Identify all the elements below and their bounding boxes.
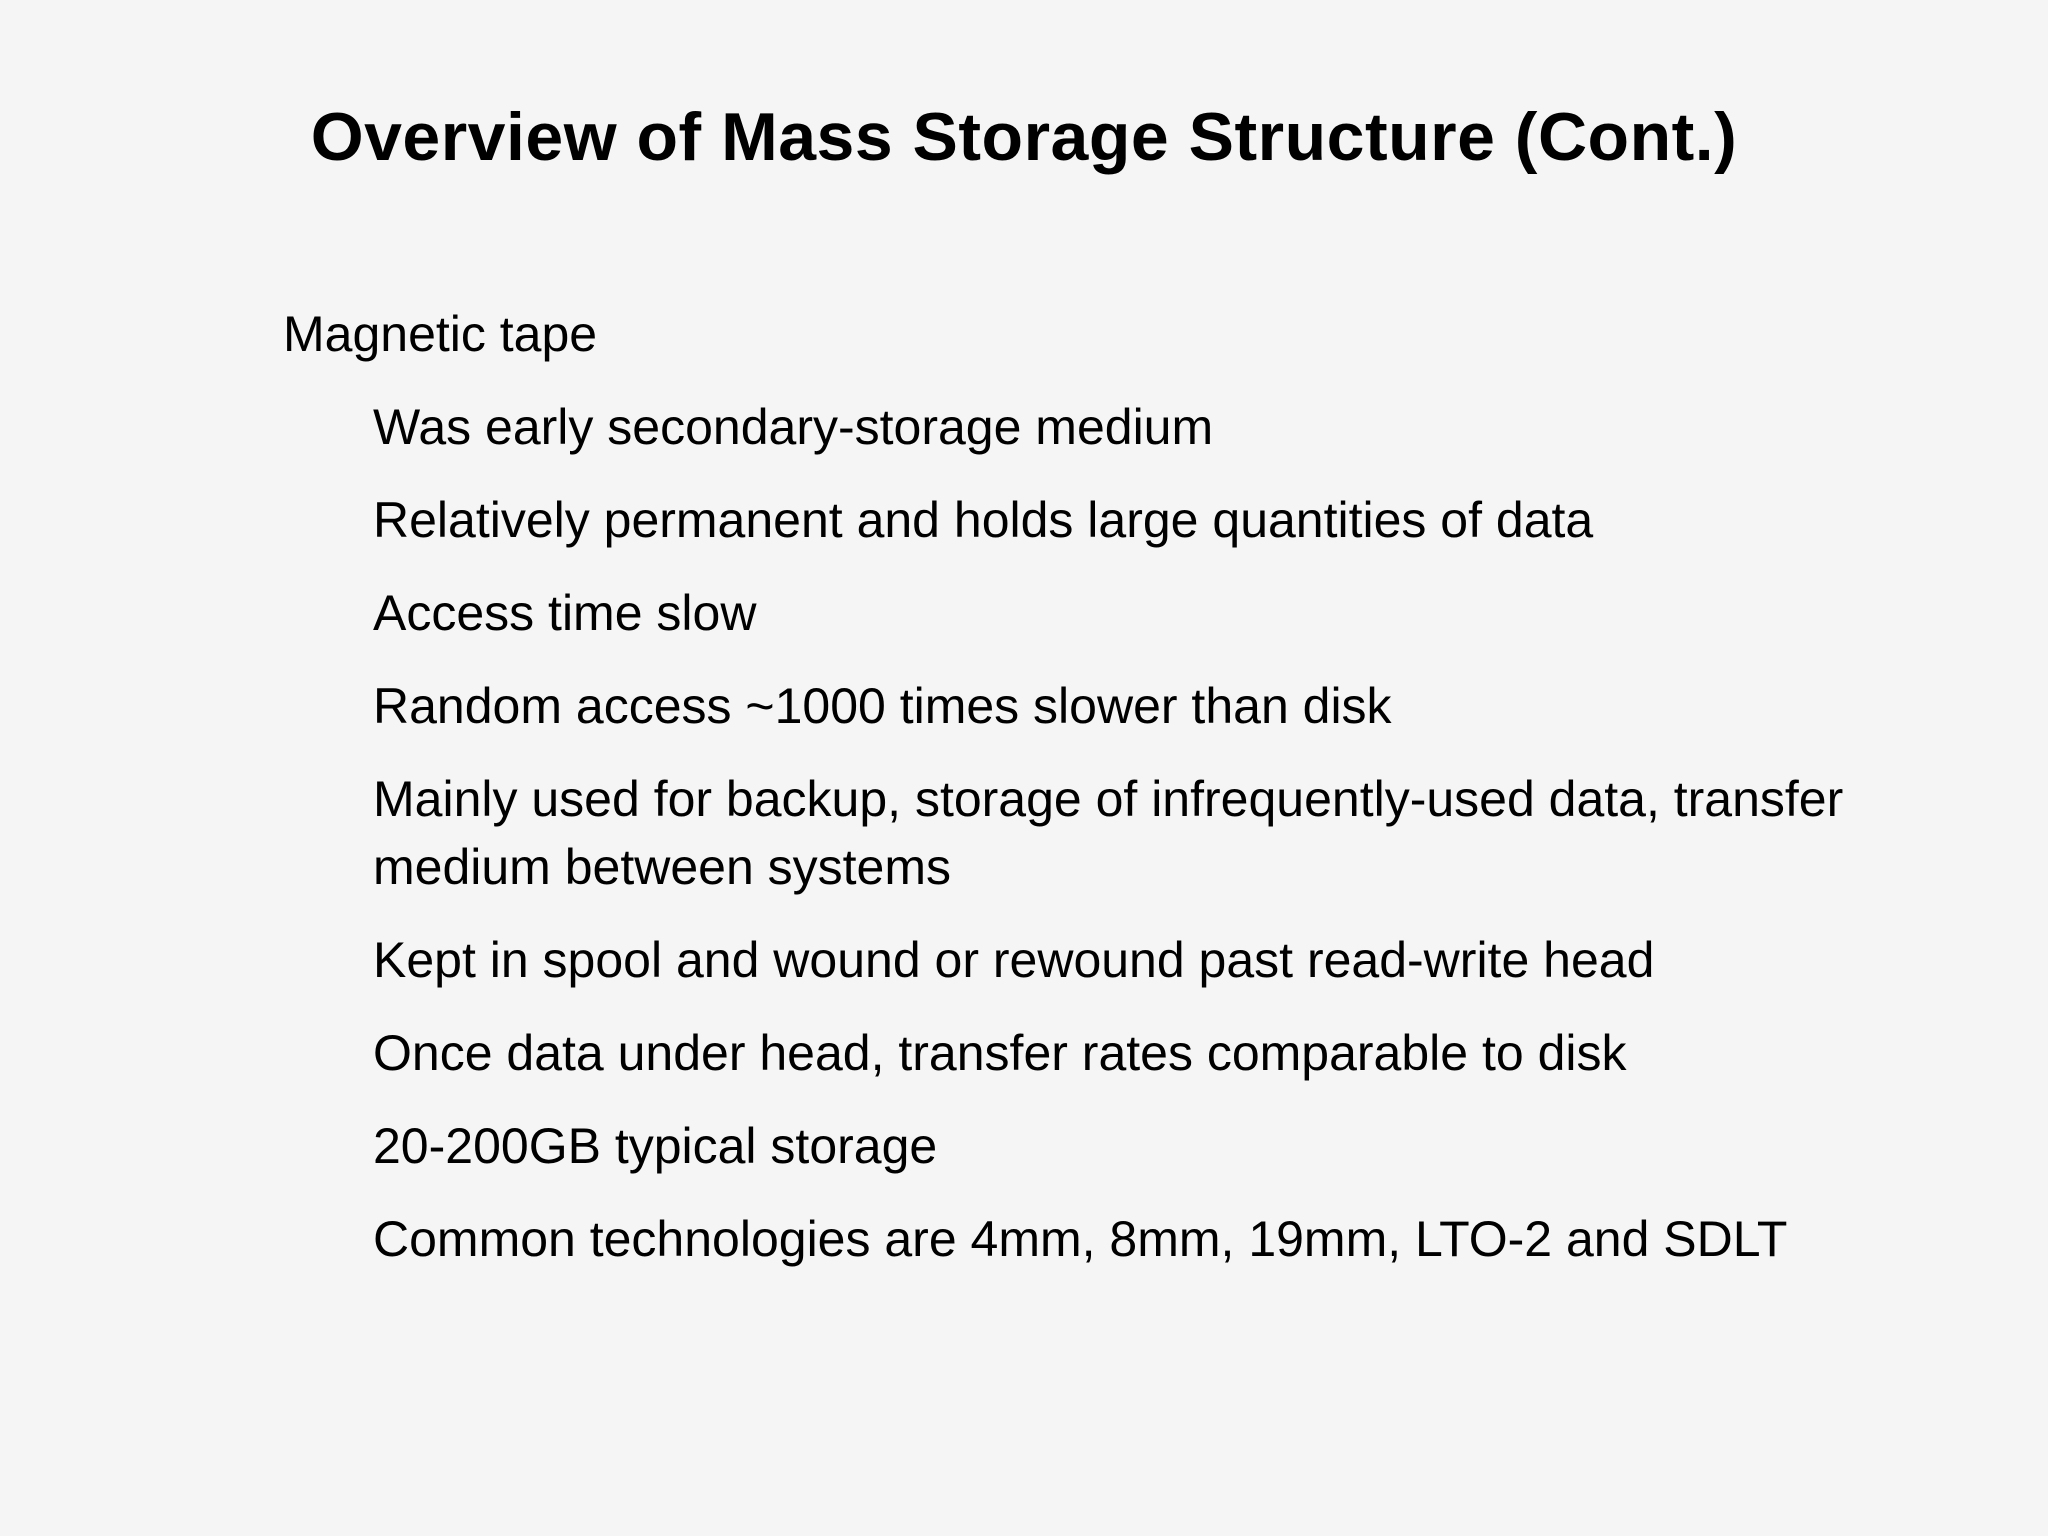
bullet-item: Once data under head, transfer rates comparable to disk [373,1025,1627,1081]
bullet-item: Access time slow [373,585,757,641]
slide-content [283,300,1843,1298]
topic-heading: Magnetic tape [283,306,598,362]
bullet-item: Was early secondary-storage medium [373,399,1214,455]
bullet-item: Mainly used for backup, storage of infrequently-used data, transfer medium between systems [373,771,1844,895]
bullet-list [283,393,1843,1273]
bullet-item: Random access ~1000 times slower than disk [373,678,1392,734]
bullet-item: 20-200GB typical storage [373,1118,938,1174]
bullet-item: Common technologies are 4mm, 8mm, 19mm, LTO-2 and SDLT [373,1211,1788,1267]
bullet-item: Relatively permanent and holds large quantities of data [373,492,1594,548]
bullet-item: Kept in spool and wound or rewound past read-write head [373,932,1655,988]
slide-title: Overview of Mass Storage Structure (Cont.) [310,99,1738,175]
